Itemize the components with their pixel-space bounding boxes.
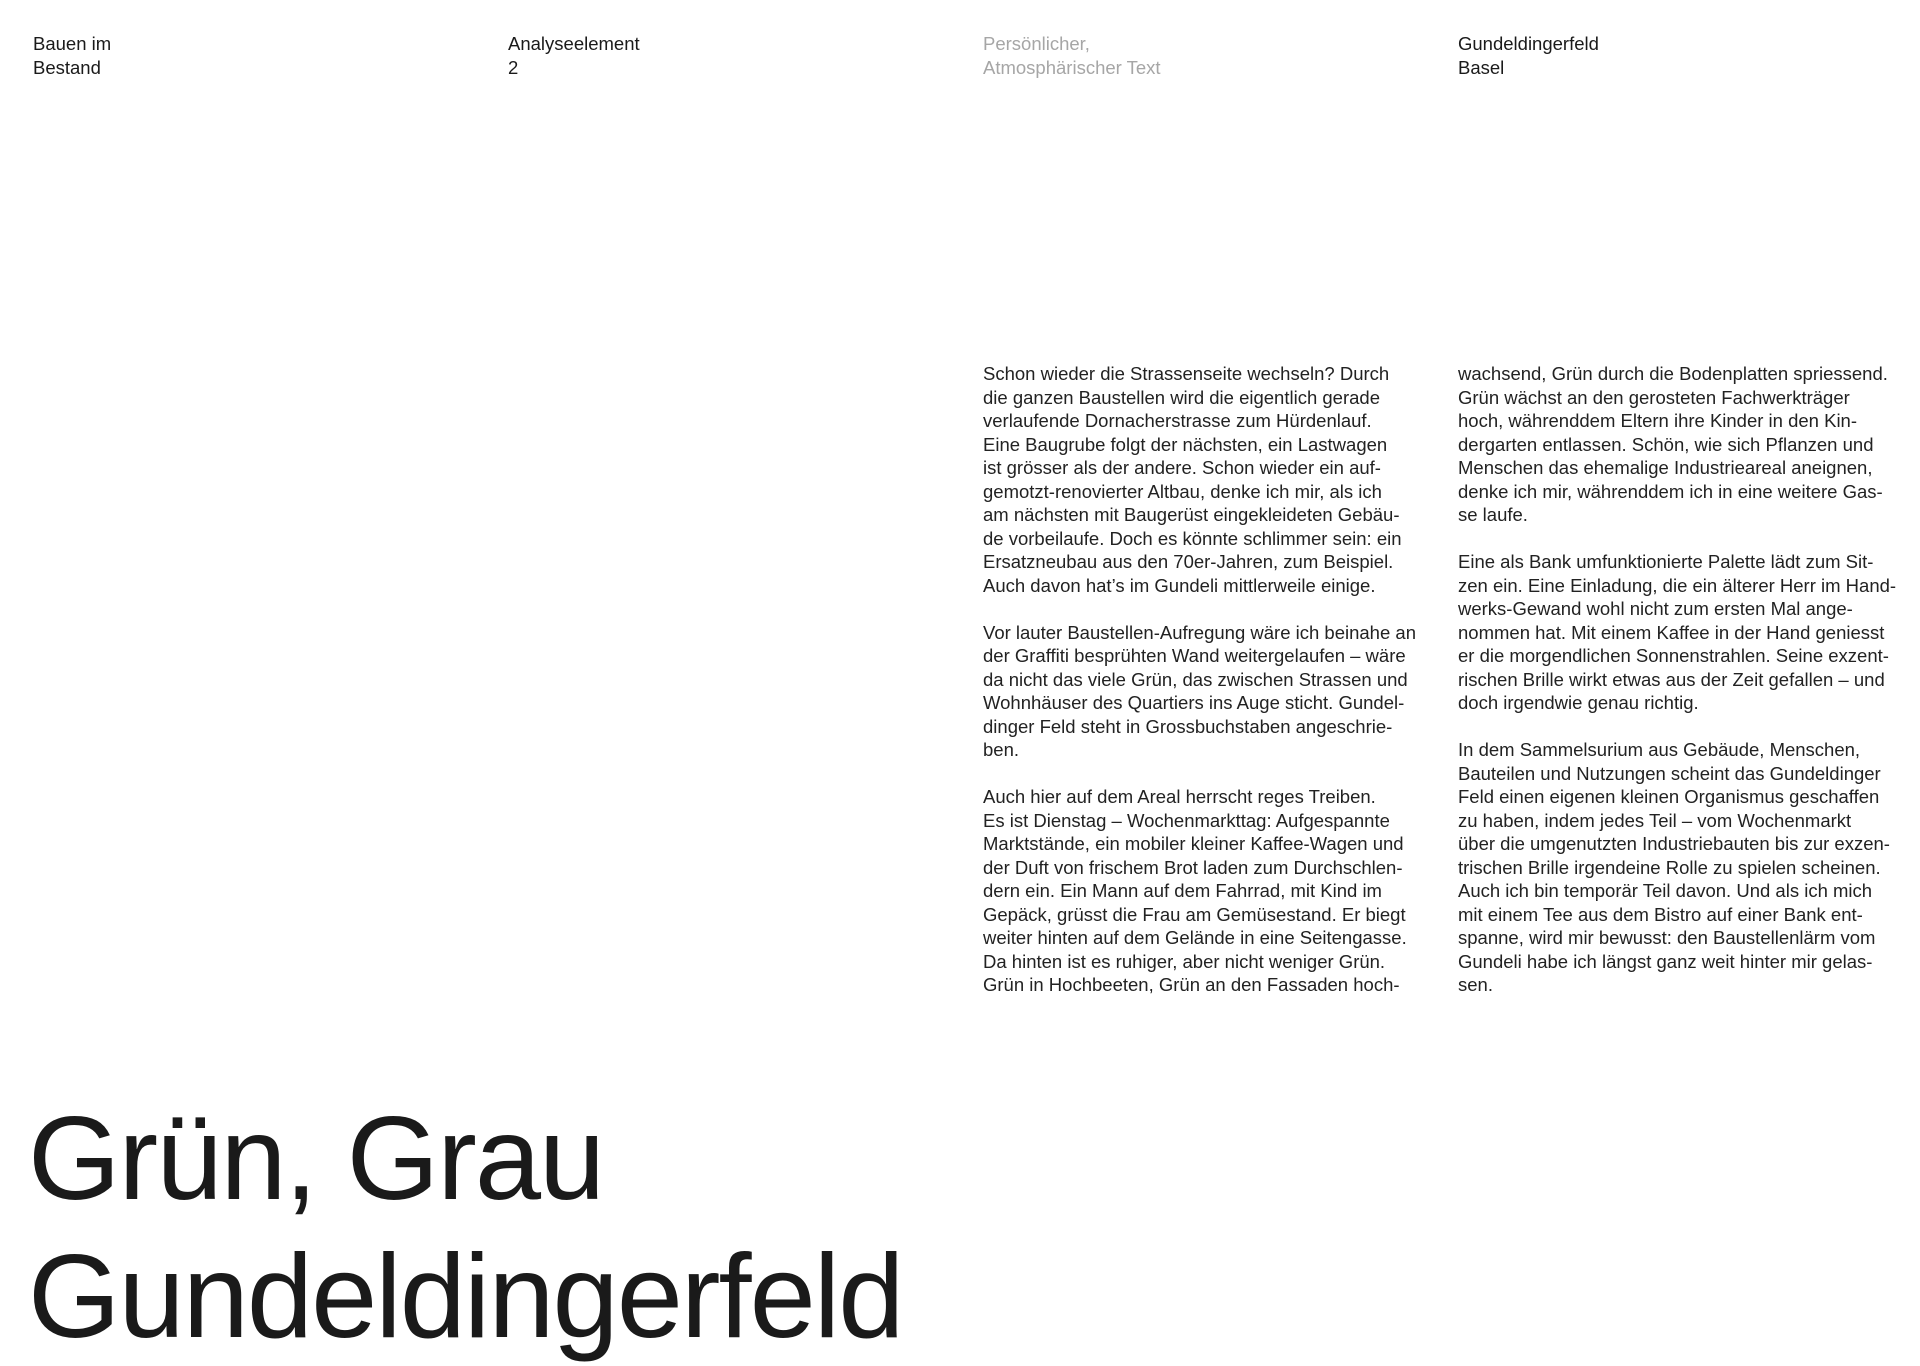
body-paragraph [983, 362, 1433, 597]
page-title [28, 1090, 902, 1366]
body-text-line: nommen hat. Mit einem Kaffee in der Hand geniesst [1458, 621, 1885, 643]
body-text-column-right [1458, 362, 1908, 1020]
body-text-line: er die morgendlichen Sonnenstrahlen. Seine exzent- [1458, 645, 1889, 666]
body-text-line: In dem Sammelsurium aus Gebäude, Menschen, [1458, 739, 1861, 760]
body-text-column-left [983, 362, 1433, 1020]
body-text-line: dinger Feld steht in Grossbuchstaben angeschrie- [983, 715, 1393, 737]
body-text-line: se laufe. [1458, 504, 1528, 525]
body-text-line: Menschen das ehemalige Industrieareal aneignen, [1458, 457, 1873, 478]
body-paragraph [983, 621, 1433, 762]
body-text-line: de vorbeilaufe. Doch es könnte schlimmer sein: ein [983, 527, 1402, 549]
header-section-line: Bestand [33, 57, 101, 78]
header-location-label [1458, 32, 1898, 80]
body-text-line: Auch ich bin temporär Teil davon. Und als ich mich [1458, 880, 1873, 901]
header-location-line: Gundeldingerfeld [1458, 33, 1599, 54]
body-text-line: die ganzen Baustellen wird die eigentlich gerade [983, 386, 1380, 408]
body-text-line: sen. [1458, 974, 1493, 995]
page-title-line: Gundeldingerfeld [28, 1230, 903, 1363]
body-text-line: verlaufende Dornacherstrasse zum Hürdenlauf. [983, 410, 1372, 431]
body-paragraph [1458, 362, 1908, 527]
body-text-line: ben. [983, 739, 1020, 760]
body-text-line: Ersatzneubau aus den 70er-Jahren, zum Beispiel. [983, 551, 1394, 572]
header-element-label [508, 32, 948, 80]
body-text-line: Schon wieder die Strassenseite wechseln? Durch [983, 363, 1390, 384]
body-text-line: dern ein. Ein Mann auf dem Fahrrad, mit Kind im [983, 880, 1382, 901]
body-text-line: ist grösser als der andere. Schon wieder ein auf- [983, 457, 1381, 478]
body-text-line: spanne, wird mir bewusst: den Baustellenlärm vom [1458, 927, 1876, 948]
body-text-line: Da hinten ist es ruhiger, aber nicht weniger Grün. [983, 950, 1386, 972]
header-section-label [33, 32, 473, 80]
body-text-line: weiter hinten auf dem Gelände in eine Seitengasse. [983, 927, 1407, 948]
body-text-line: Grün in Hochbeeten, Grün an den Fassaden hoch- [983, 974, 1400, 995]
header-text-type-line: Persönlicher, [983, 33, 1090, 54]
body-paragraph [983, 785, 1433, 997]
body-text-line: rischen Brille wirkt etwas aus der Zeit gefallen – und [1458, 668, 1885, 690]
body-text-line: Wohnhäuser des Quartiers ins Auge sticht. Gundel- [983, 692, 1405, 713]
header-text-type-label [983, 32, 1423, 80]
body-text-line: da nicht das viele Grün, das zwischen Strassen und [983, 668, 1408, 690]
body-text-line: Auch davon hat’s im Gundeli mittlerweile einige. [983, 574, 1376, 596]
body-text-line: Bauteilen und Nutzungen scheint das Gundeldinger [1458, 762, 1881, 784]
body-text-line: wachsend, Grün durch die Bodenplatten spriessend. [1458, 363, 1888, 384]
header-location-line: Basel [1458, 57, 1505, 78]
body-text-line: der Duft von frischem Brot laden zum Durchschlen- [983, 856, 1403, 878]
body-text-line: zu haben, indem jedes Teil – vom Wochenmarkt [1458, 809, 1852, 831]
body-text-line: am nächsten mit Baugerüst eingekleideten Gebäu- [983, 504, 1400, 525]
body-text-line: Grün wächst an den gerosteten Fachwerkträger [1458, 386, 1850, 408]
body-text-line: zen ein. Eine Einladung, die ein älterer Herr im Hand- [1458, 574, 1897, 596]
body-paragraph [1458, 738, 1908, 997]
body-text-line: dergarten entlassen. Schön, wie sich Pflanzen und [1458, 433, 1874, 455]
body-text-line: Feld einen eigenen kleinen Organismus geschaffen [1458, 786, 1880, 807]
header-element-line: Analyseelement [508, 33, 640, 54]
body-text-line: Marktstände, ein mobiler kleiner Kaffee-Wagen und [983, 833, 1404, 854]
body-text-line: hoch, währenddem Eltern ihre Kinder in den Kin- [1458, 410, 1858, 431]
body-paragraph [1458, 550, 1908, 715]
page-title-line: Grün, Grau [28, 1092, 604, 1225]
body-text-line: Es ist Dienstag – Wochenmarkttag: Aufgespannte [983, 809, 1390, 831]
body-text-line: mit einem Tee aus dem Bistro auf einer Bank ent- [1458, 903, 1863, 925]
body-text-line: werks-Gewand wohl nicht zum ersten Mal ange- [1458, 598, 1853, 619]
body-text-line: Gepäck, grüsst die Frau am Gemüsestand. Er biegt [983, 903, 1406, 925]
body-text-line: doch irgendwie genau richtig. [1458, 692, 1699, 713]
body-text-line: der Graffiti besprühten Wand weitergelaufen – wäre [983, 645, 1406, 666]
body-text-line: Eine als Bank umfunktionierte Palette lädt zum Sit- [1458, 551, 1874, 572]
header-element-line: 2 [508, 57, 519, 78]
body-text-line: Auch hier auf dem Areal herrscht reges Treiben. [983, 786, 1376, 807]
header-text-type-line: Atmosphärischer Text [983, 57, 1161, 78]
body-text-line: Eine Baugrube folgt der nächsten, ein Lastwagen [983, 433, 1388, 455]
body-text-line: über die umgenutzten Industriebauten bis zur exzen- [1458, 833, 1890, 854]
body-text-line: Gundeli habe ich längst ganz weit hinter mir gelas- [1458, 950, 1873, 972]
body-text-line: gemotzt-renovierter Altbau, denke ich mir, als ich [983, 480, 1382, 502]
body-text-line: denke ich mir, währenddem ich in eine weitere Gas- [1458, 480, 1883, 502]
header-section-line: Bauen im [33, 33, 112, 54]
body-text-line: Vor lauter Baustellen-Aufregung wäre ich beinahe an [983, 621, 1416, 643]
body-text-line: trischen Brille irgendeine Rolle zu spielen scheinen. [1458, 856, 1881, 878]
